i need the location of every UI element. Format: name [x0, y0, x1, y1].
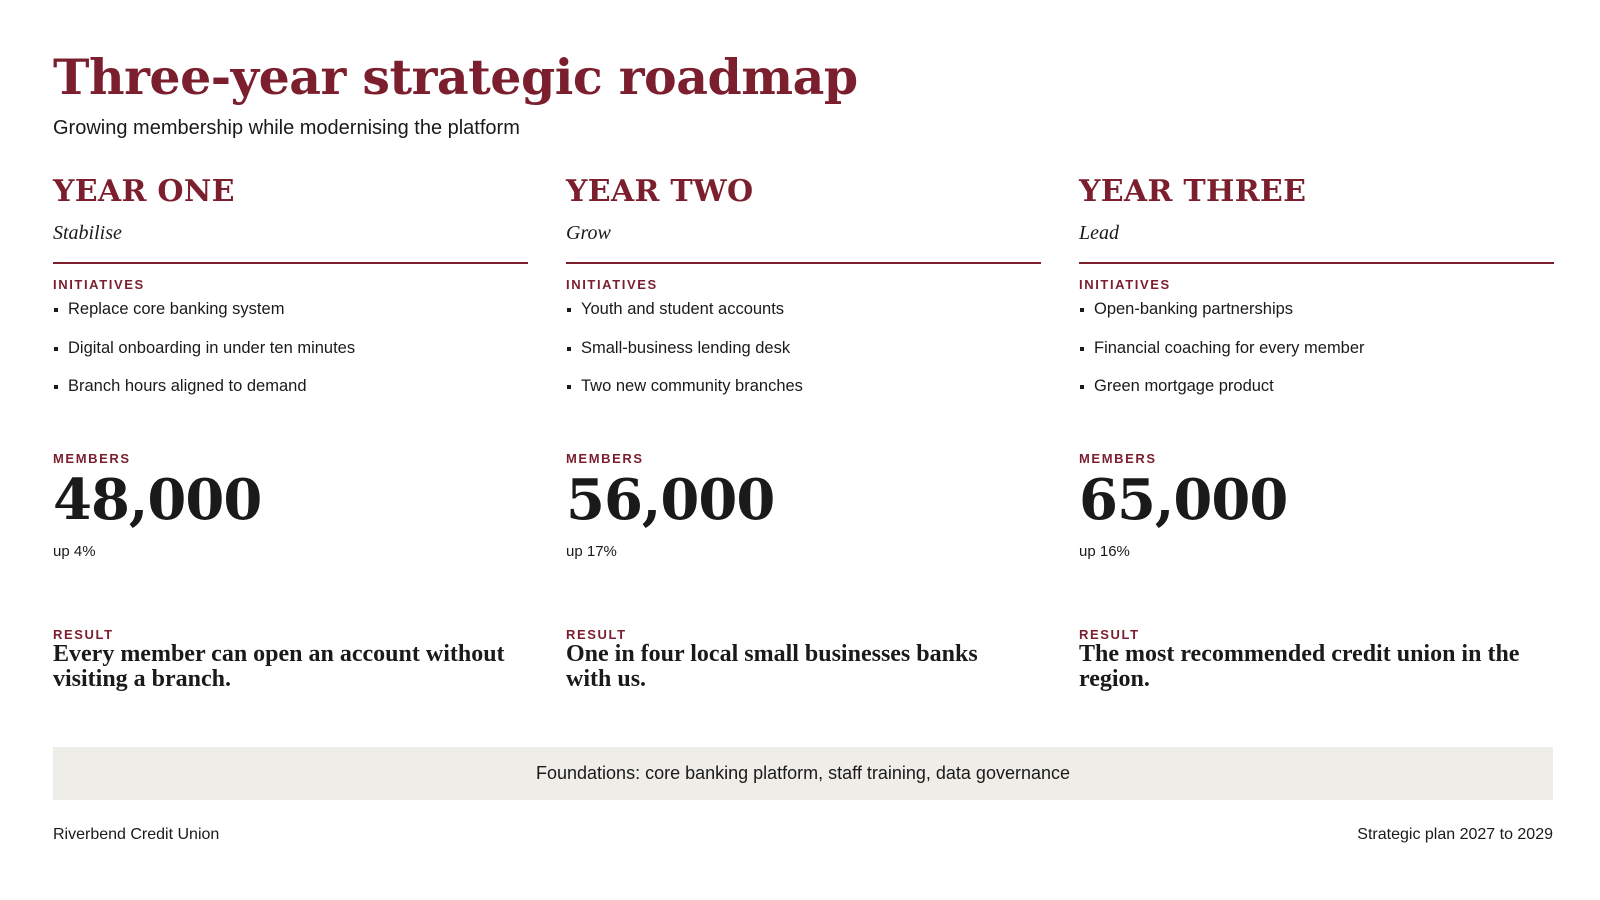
initiative-item: [53, 337, 355, 376]
page-subtitle: Growing membership while modernising the platform: [53, 117, 520, 139]
initiatives-label: INITIATIVES: [566, 277, 658, 292]
members-count: 65,000: [1079, 467, 1288, 533]
members-growth: up 16%: [1079, 543, 1130, 560]
initiative-item: [566, 298, 803, 337]
initiative-text: Youth and student accounts: [581, 300, 785, 318]
initiative-item: [1079, 337, 1365, 376]
initiative-item: [53, 298, 355, 337]
foundations-band: Foundations: core banking platform, staff training, data governance: [53, 747, 1553, 800]
initiative-text: Two new community branches: [581, 377, 803, 395]
result-statement: Every member can open an account without visiting a branch.: [53, 641, 505, 692]
bullet-icon: [54, 308, 58, 312]
year-theme: Stabilise: [53, 222, 122, 244]
members-label: MEMBERS: [53, 451, 131, 466]
initiative-item: [1079, 298, 1365, 337]
initiative-text: Small-business lending desk: [581, 338, 791, 357]
initiatives-list: [53, 298, 355, 414]
year-heading: YEAR ONE: [53, 174, 235, 209]
result-statement: The most recommended credit union in the region.: [1079, 641, 1520, 692]
column-divider: [53, 262, 528, 264]
result-label: RESULT: [53, 627, 114, 642]
initiatives-label: INITIATIVES: [53, 277, 145, 292]
initiative-item: [566, 337, 803, 376]
footer-organisation: Riverbend Credit Union: [53, 826, 220, 843]
result-label: RESULT: [566, 627, 627, 642]
bullet-icon: [1080, 347, 1084, 351]
bullet-icon: [1080, 308, 1084, 312]
initiatives-list: [1079, 298, 1365, 414]
bullet-icon: [567, 385, 571, 389]
initiative-item: [566, 375, 803, 414]
bullet-icon: [54, 385, 58, 389]
result-statement: One in four local small businesses banks with us.: [566, 641, 978, 692]
initiative-text: Digital onboarding in under ten minutes: [68, 338, 356, 357]
initiatives-label: INITIATIVES: [1079, 277, 1171, 292]
initiative-text: Open-banking partnerships: [1094, 300, 1294, 318]
members-label: MEMBERS: [566, 451, 644, 466]
year-theme: Lead: [1079, 222, 1119, 244]
initiative-text: Replace core banking system: [68, 300, 285, 318]
page-title: Three-year strategic roadmap: [53, 48, 858, 106]
initiative-text: Branch hours aligned to demand: [68, 377, 307, 395]
footer-plan-period: Strategic plan 2027 to 2029: [1357, 826, 1553, 843]
members-growth: up 4%: [53, 543, 96, 560]
initiative-text: Green mortgage product: [1094, 377, 1274, 395]
roadmap-slide: [53, 0, 1553, 900]
initiatives-list: [566, 298, 803, 414]
year-theme: Grow: [566, 222, 611, 244]
year-heading: YEAR TWO: [566, 174, 754, 209]
column-divider: [566, 262, 1041, 264]
column-divider: [1079, 262, 1554, 264]
initiative-item: [1079, 375, 1365, 414]
bullet-icon: [567, 347, 571, 351]
initiative-item: [53, 375, 355, 414]
initiative-text: Financial coaching for every member: [1094, 338, 1365, 357]
members-growth: up 17%: [566, 543, 617, 560]
members-count: 48,000: [53, 467, 262, 533]
bullet-icon: [1080, 385, 1084, 389]
members-label: MEMBERS: [1079, 451, 1157, 466]
members-count: 56,000: [566, 467, 775, 533]
result-label: RESULT: [1079, 627, 1140, 642]
bullet-icon: [567, 308, 571, 312]
bullet-icon: [54, 347, 58, 351]
year-heading: YEAR THREE: [1079, 174, 1307, 209]
